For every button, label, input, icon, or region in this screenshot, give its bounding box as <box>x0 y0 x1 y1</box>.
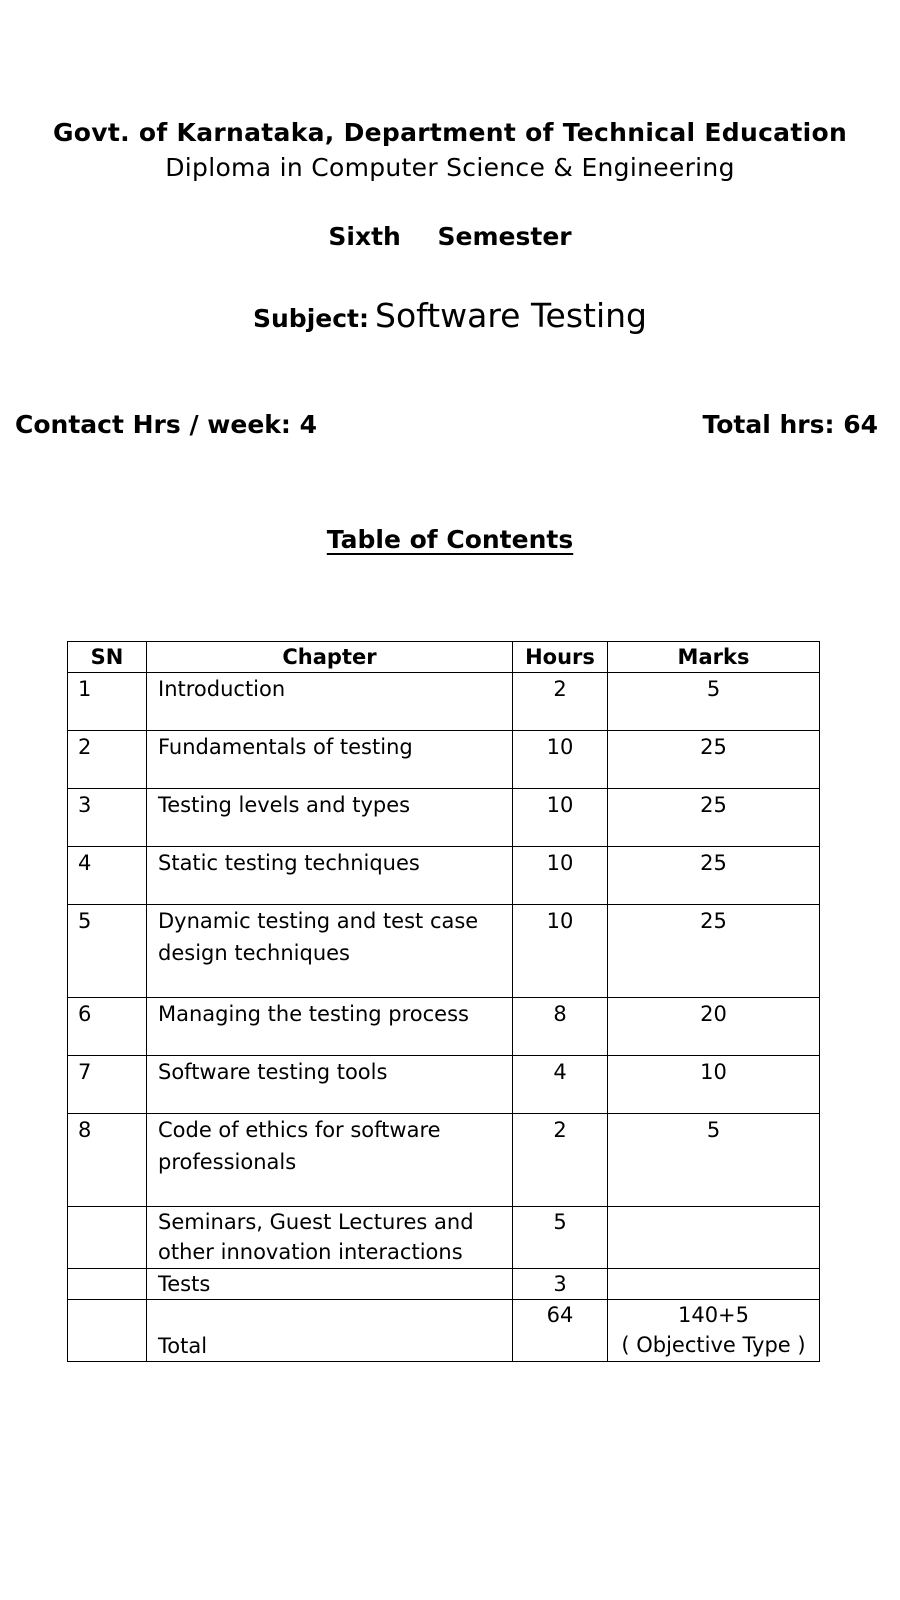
table-row <box>68 1207 820 1269</box>
row-marks: 25 <box>608 731 820 789</box>
row-chapter: Static testing techniques <box>147 847 513 905</box>
row-hours: 10 <box>513 789 608 847</box>
total-marks-value: 140+5 <box>677 1303 750 1327</box>
row-marks: 25 <box>608 789 820 847</box>
row-chapter: Tests <box>147 1269 513 1300</box>
row-hours: 10 <box>513 731 608 789</box>
table-row <box>68 1114 820 1207</box>
row-chapter: Introduction <box>147 673 513 731</box>
row-hours: 10 <box>513 905 608 998</box>
row-marks: 5 <box>608 673 820 731</box>
total-marks-cell <box>608 1300 820 1362</box>
table-row <box>68 731 820 789</box>
table-row <box>68 789 820 847</box>
row-sn <box>68 1207 147 1269</box>
column-header-marks: Marks <box>608 642 820 673</box>
row-sn: 6 <box>68 998 147 1056</box>
row-chapter: Seminars, Guest Lectures and other innovation interactions <box>147 1207 513 1269</box>
column-header-hours: Hours <box>513 642 608 673</box>
row-chapter: Managing the testing process <box>147 998 513 1056</box>
row-hours: 5 <box>513 1207 608 1269</box>
contact-hours: Contact Hrs / week: 4 <box>15 410 318 439</box>
row-marks: 10 <box>608 1056 820 1114</box>
column-header-sn: SN <box>68 642 147 673</box>
row-marks: 5 <box>608 1114 820 1207</box>
row-marks: 25 <box>608 905 820 998</box>
row-hours: 4 <box>513 1056 608 1114</box>
subject-label: Subject: <box>253 304 369 333</box>
row-chapter: Software testing tools <box>147 1056 513 1114</box>
table-row <box>68 1269 820 1300</box>
table-row <box>68 847 820 905</box>
row-sn: 8 <box>68 1114 147 1207</box>
row-marks <box>608 1207 820 1269</box>
table-row <box>68 1056 820 1114</box>
diploma-heading: Diploma in Computer Science & Engineering <box>165 153 735 182</box>
table-row <box>68 998 820 1056</box>
semester-heading: Sixth Semester <box>328 222 572 251</box>
row-marks: 20 <box>608 998 820 1056</box>
toc-table <box>67 641 820 1362</box>
department-heading: Govt. of Karnataka, Department of Technical Education <box>52 118 848 147</box>
row-sn: 4 <box>68 847 147 905</box>
total-label: Total <box>147 1300 513 1362</box>
row-sn: 7 <box>68 1056 147 1114</box>
row-chapter: Dynamic testing and test case design techniques <box>147 905 513 998</box>
row-sn: 2 <box>68 731 147 789</box>
table-row <box>68 905 820 998</box>
row-sn <box>68 1269 147 1300</box>
toc-title-text: Table of Contents <box>326 525 574 554</box>
row-hours: 2 <box>513 673 608 731</box>
row-hours: 10 <box>513 847 608 905</box>
subject-heading <box>0 296 900 335</box>
total-hours-cell: 64 <box>513 1300 608 1362</box>
total-marks-note: ( Objective Type ) <box>621 1333 806 1357</box>
row-sn: 5 <box>68 905 147 998</box>
row-marks <box>608 1269 820 1300</box>
total-hours: Total hrs: 64 <box>702 410 878 439</box>
table-row <box>68 673 820 731</box>
row-marks: 25 <box>608 847 820 905</box>
row-hours: 3 <box>513 1269 608 1300</box>
row-sn: 3 <box>68 789 147 847</box>
table-header-row <box>68 642 820 673</box>
row-sn: 1 <box>68 673 147 731</box>
total-sn <box>68 1300 147 1362</box>
total-row <box>68 1300 820 1362</box>
row-chapter: Testing levels and types <box>147 789 513 847</box>
row-chapter: Code of ethics for software professionals <box>147 1114 513 1207</box>
row-hours: 2 <box>513 1114 608 1207</box>
toc-title <box>0 525 900 554</box>
column-header-chapter: Chapter <box>147 642 513 673</box>
row-chapter: Fundamentals of testing <box>147 731 513 789</box>
row-hours: 8 <box>513 998 608 1056</box>
subject-name: Software Testing <box>375 296 647 335</box>
